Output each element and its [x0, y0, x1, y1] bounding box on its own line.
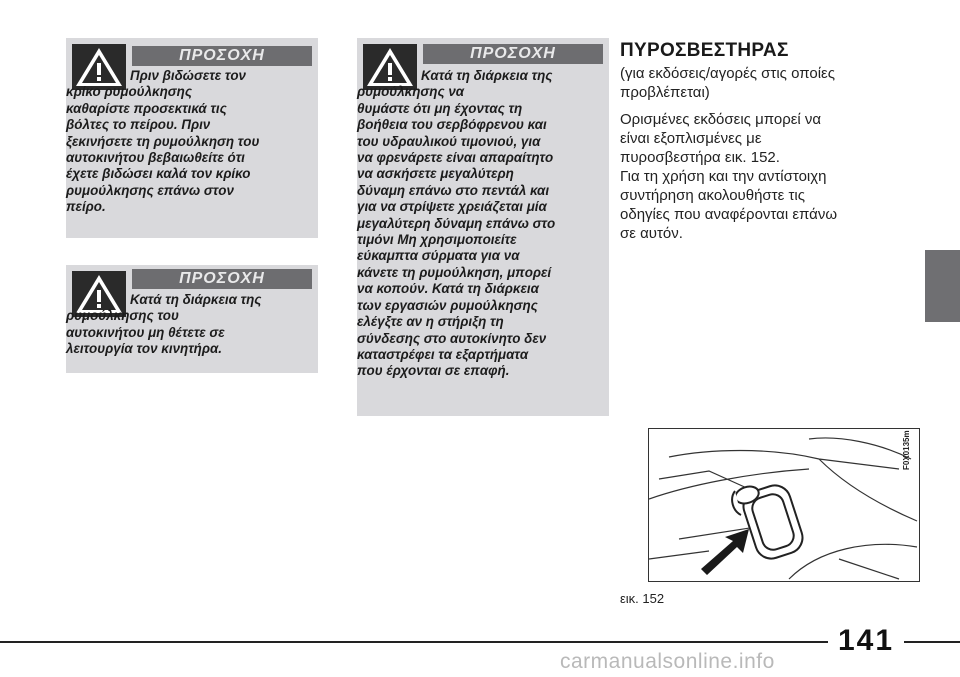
- footer-rule: [0, 641, 960, 643]
- warning-header: ΠΡΟΣΟΧΗ: [423, 44, 603, 64]
- figure-caption: εικ. 152: [620, 591, 665, 606]
- warning-text: Πριν βιδώσετε τον κρίκο ρυμούλκησης καθαρίστε προσεκτικά τις βόλτες το πείρου. Πριν ξεκινήσετε τη ρυμούλκηση του αυτοκινήτου βεβαιωθείτε ότι έχετε βιδώσει καλά τον κρίκο ρυμούλκησης επάνω στον πείρο.: [66, 68, 260, 215]
- section-title: ΠΥΡΟΣΒΕΣΤΗΡΑΣ: [620, 40, 789, 61]
- warning-box-1: [66, 38, 318, 238]
- warning-box-3: [357, 38, 609, 416]
- warning-header: ΠΡΟΣΟΧΗ: [132, 46, 312, 66]
- page-number: 141: [828, 624, 904, 658]
- warning-header: ΠΡΟΣΟΧΗ: [132, 269, 312, 289]
- figure-code: F0X0135m: [902, 430, 911, 470]
- arrow-pointer-icon: [701, 529, 749, 575]
- warning-text: Κατά τη διάρκεια της ρυμούλκησης του αυτοκινήτου μη θέτετε σε λειτουργία τον κινητήρα.: [66, 292, 262, 357]
- section-body: Ορισμένες εκδόσεις μπορεί να είναι εξοπλισμένες με πυροσβεστήρα εικ. 152. Για τη χρήση και την αντίστοιχη συντήρηση ακολουθήστε τις οδηγίες που αναφέρονται επάνω σε αυτόν.: [620, 111, 838, 242]
- warning-text: Κατά τη διάρκεια της ρυμούλκησης να θυμάστε ότι μη έχοντας τη βοήθεια του σερβόφρενου και του υδραυλικού τιμονιού, για να φρενάρετε είναι απαραίτητο να ασκήσετε μεγαλύτερη δύναμη επάνω στο πεντάλ και για να στρίψετε χρειάζεται μία μεγαλύτερη δύναμη επάνω στο τιμόνι Μη χρησιμοποιείτε εύκαμπτα σύρματα για να κάνετε τη ρυμούλκηση, μπορεί να κοπούν. Κατά τη διάρκεια των εργασιών ρυμούλκησης ελέγξτε αν η στήριξη τη σύνδεσης στο αυτοκίνητο δεν καταστρέφει τα εξαρτήματα που έρχονται σε επαφή.: [357, 68, 556, 379]
- warning-box-2: [66, 265, 318, 373]
- watermark-text: carmanualsonline.info: [560, 650, 775, 673]
- section-subtitle: (για εκδόσεις/αγορές στις οποίες προβλέπεται): [620, 65, 835, 101]
- figure-illustration: [648, 428, 920, 582]
- section-tab-marker: [925, 250, 960, 322]
